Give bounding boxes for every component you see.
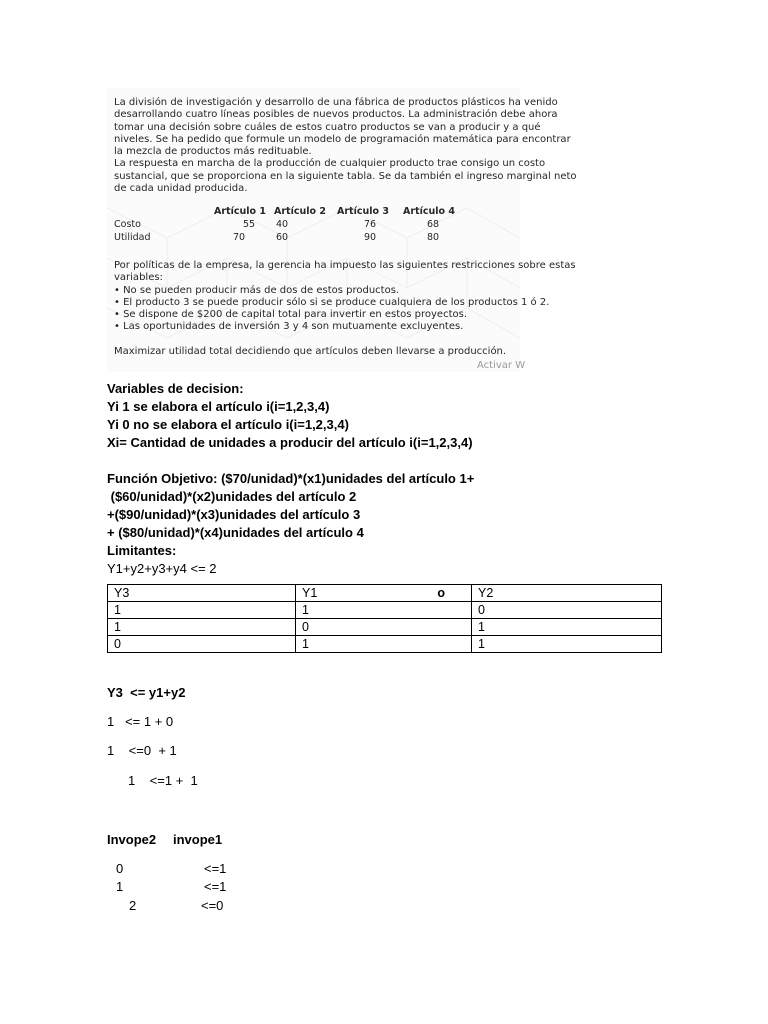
cost-utility-table bbox=[114, 205, 463, 244]
invope2-value: 0 bbox=[116, 861, 124, 876]
table-cell: 0 bbox=[296, 619, 472, 636]
table-header: Artículo 1 bbox=[214, 206, 266, 217]
table-cell: 1 bbox=[296, 602, 472, 619]
table-cell: 60 bbox=[276, 232, 289, 243]
invope1-value: <=1 bbox=[204, 879, 227, 894]
paragraph-line: variables: bbox=[114, 272, 163, 284]
invope2-header: Invope2 bbox=[107, 832, 157, 847]
paragraph-line: • Se dispone de $200 de capital total para invertir en estos proyectos. bbox=[114, 309, 468, 321]
y3-inequality-title: Y3 <= y1+y2 bbox=[107, 685, 186, 700]
inequality-line: 1 <= 1 + 0 bbox=[107, 714, 174, 729]
table-cell: 1 bbox=[472, 636, 662, 653]
or-label: o bbox=[437, 586, 445, 600]
paragraph-line: tomar una decisión sobre cuáles de estos cuatro productos se van a producir y a qué bbox=[114, 121, 541, 133]
objective-line: Función Objetivo: ($70/unidad)*(x1)unidades del artículo 1+ bbox=[107, 471, 475, 486]
table-header bbox=[296, 585, 472, 602]
table-header: Y3 bbox=[108, 585, 296, 602]
table-header: Artículo 2 bbox=[274, 206, 326, 217]
paragraph-line: • El producto 3 se puede producir sólo si se produce cualquiera de los productos 1 ó 2. bbox=[114, 296, 550, 308]
problem-screenshot bbox=[107, 88, 577, 372]
inequality-line: 1 <=0 + 1 bbox=[107, 743, 177, 758]
activation-watermark-text: Activar W bbox=[477, 360, 526, 371]
row-label: Utilidad bbox=[114, 232, 151, 243]
table-cell: 1 bbox=[472, 619, 662, 636]
problem-paragraph-2 bbox=[114, 260, 576, 358]
table-header-label: Y1 bbox=[302, 586, 318, 600]
variables-heading: Variables de decision: bbox=[107, 381, 244, 396]
variable-line: Xi= Cantidad de unidades a producir del artículo i(i=1,2,3,4) bbox=[107, 435, 473, 450]
table-cell: 1 bbox=[296, 636, 472, 653]
table-cell: 80 bbox=[426, 232, 440, 243]
table-row bbox=[108, 636, 662, 653]
inequality-line: 1 <=1 + 1 bbox=[128, 773, 198, 788]
paragraph-line: • Las oportunidades de inversión 3 y 4 son mutuamente excluyentes. bbox=[114, 321, 464, 333]
table-cell: 1 bbox=[108, 619, 296, 636]
table-row bbox=[114, 231, 463, 244]
paragraph-line: de cada unidad producida. bbox=[114, 183, 248, 195]
problem-paragraph-1 bbox=[114, 97, 577, 195]
invope2-value: 1 bbox=[116, 879, 124, 894]
y-combination-table bbox=[107, 584, 662, 653]
invope1-value: <=0 bbox=[201, 898, 224, 913]
invope2-value: 2 bbox=[129, 898, 137, 913]
objective-line: + ($80/unidad)*(x4)unidades del artículo 4 bbox=[107, 525, 364, 540]
table-corner bbox=[114, 205, 214, 218]
paragraph-line: la mezcla de productos más redituable. bbox=[114, 146, 312, 158]
table-cell: 68 bbox=[426, 219, 440, 230]
invope1-value: <=1 bbox=[204, 861, 227, 876]
table-header: Artículo 3 bbox=[337, 206, 389, 217]
objective-line: ($60/unidad)*(x2)unidades del artículo 2 bbox=[107, 489, 357, 504]
paragraph-line: sustancial, que se proporciona en la siguiente tabla. Se da también el ingreso marginal neto bbox=[114, 170, 577, 182]
paragraph-line: • No se pueden producir más de dos de estos productos. bbox=[114, 284, 400, 296]
table-cell: 40 bbox=[276, 219, 289, 230]
document-body bbox=[107, 380, 667, 578]
table-header-row bbox=[114, 205, 463, 218]
objective-line: +($90/unidad)*(x3)unidades del artículo 3 bbox=[107, 507, 361, 522]
table-row bbox=[114, 218, 463, 231]
sum-constraint: Y1+y2+y3+y4 <= 2 bbox=[107, 561, 217, 576]
table-row bbox=[108, 619, 662, 636]
table-row bbox=[108, 602, 662, 619]
paragraph-line: Maximizar utilidad total decidiendo que artículos deben llevarse a producción. bbox=[114, 346, 507, 358]
paragraph-line: desarrollando cuatro líneas posibles de nuevos productos. La administración debe ahora bbox=[114, 109, 558, 121]
paragraph-line bbox=[114, 334, 519, 346]
table-cell: 55 bbox=[242, 219, 256, 230]
table-cell: 70 bbox=[232, 232, 246, 243]
table-header: Y2 bbox=[472, 585, 662, 602]
paragraph-line: La respuesta en marcha de la producción de cualquier producto trae consigo un costo bbox=[114, 158, 546, 170]
paragraph-line: Por políticas de la empresa, la gerencia ha impuesto las siguientes restricciones sobre estas bbox=[114, 260, 576, 271]
table-header-row bbox=[108, 585, 662, 602]
table-header: Artículo 4 bbox=[403, 206, 455, 217]
variable-line: Yi 1 se elabora el artículo i(i=1,2,3,4) bbox=[107, 399, 330, 414]
variable-line: Yi 0 no se elabora el artículo i(i=1,2,3,4) bbox=[107, 417, 349, 432]
limits-heading: Limitantes: bbox=[107, 543, 177, 558]
table-cell: 76 bbox=[363, 219, 377, 230]
table-cell: 1 bbox=[108, 602, 296, 619]
invope1-header: invope1 bbox=[173, 832, 223, 847]
table-cell: 0 bbox=[472, 602, 662, 619]
table-cell: 0 bbox=[108, 636, 296, 653]
row-label: Costo bbox=[114, 219, 141, 230]
paragraph-line: La división de investigación y desarrollo de una fábrica de productos plásticos ha venido bbox=[114, 97, 558, 108]
table-cell: 90 bbox=[363, 232, 377, 243]
paragraph-line: niveles. Se ha pedido que formule un modelo de programación matemática para encontrar bbox=[114, 133, 571, 145]
